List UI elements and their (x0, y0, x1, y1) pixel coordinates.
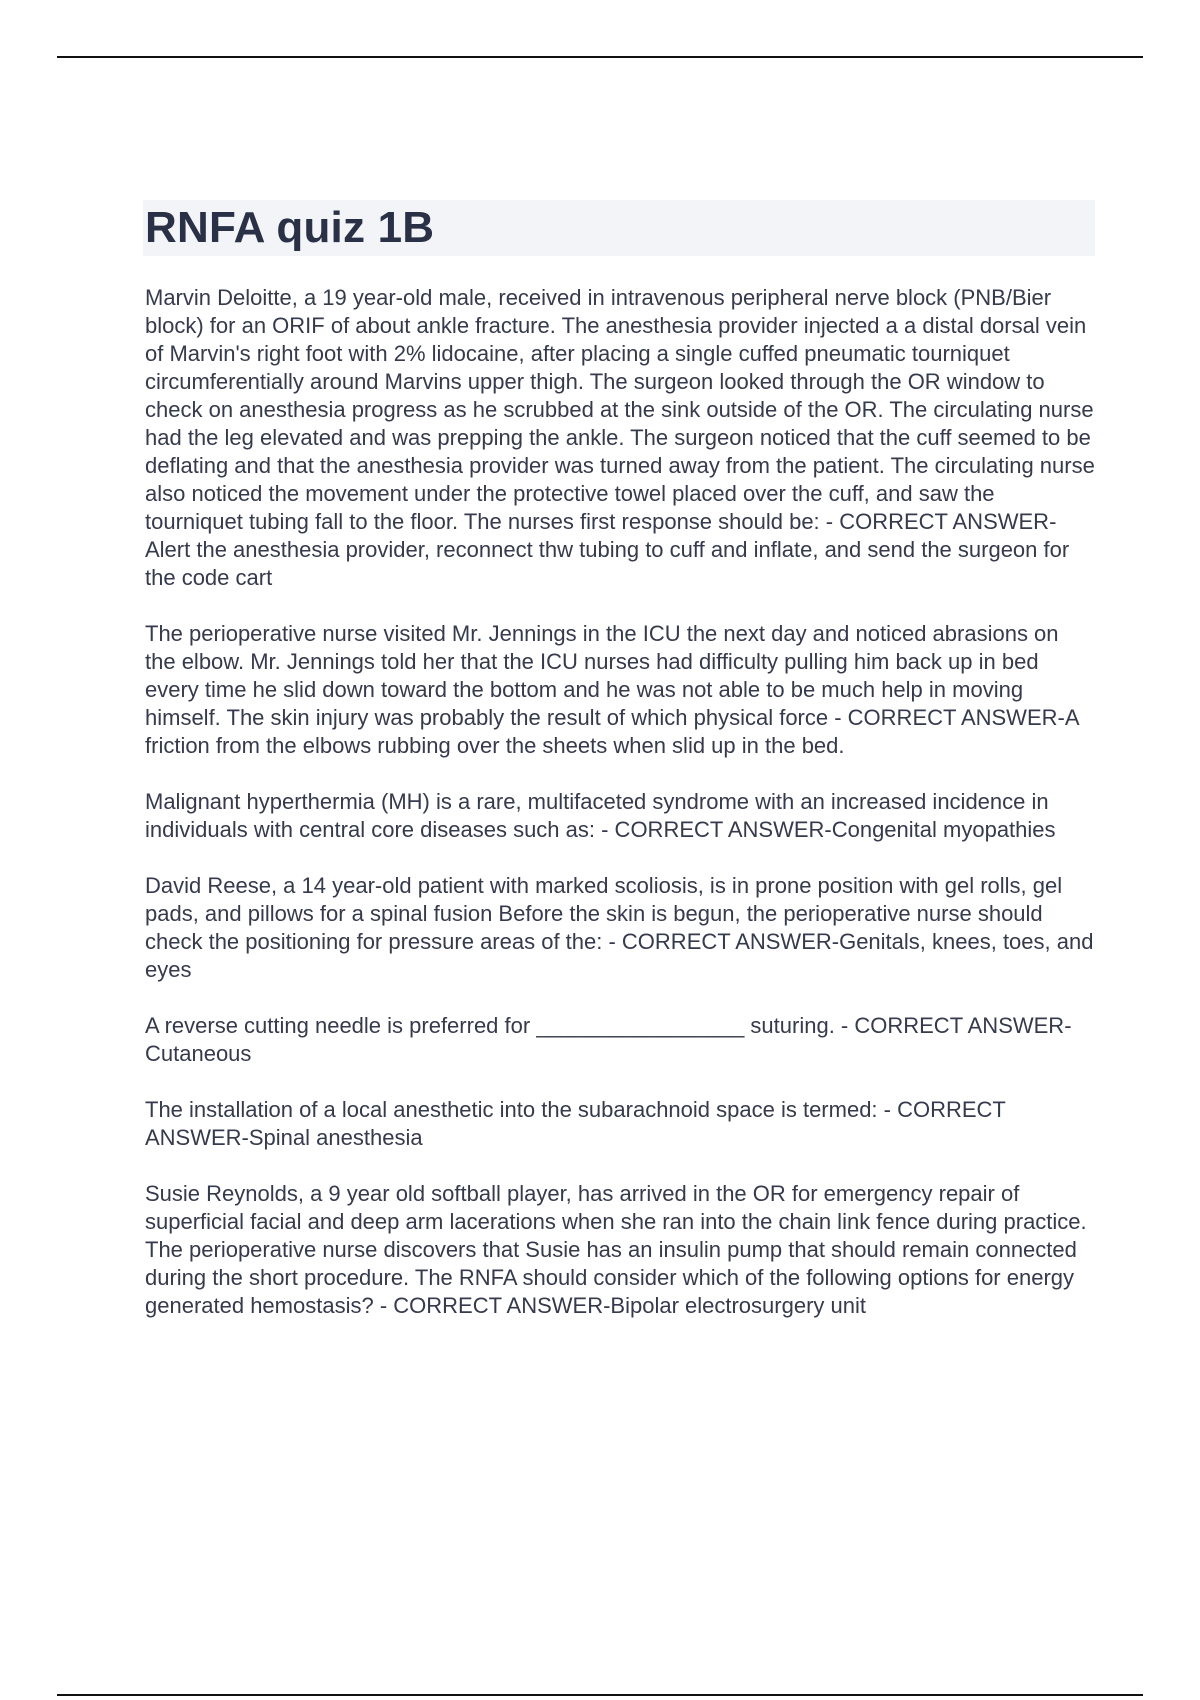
page-title: RNFA quiz 1B (145, 203, 435, 252)
document-body (145, 200, 1095, 1348)
header-rule (57, 56, 1143, 58)
qa-list (145, 284, 1095, 1320)
qa-item-1: Marvin Deloitte, a 19 year-old male, received in intravenous peripheral nerve block (PNB/Bier block) for an ORIF of about ankle fracture. The anesthesia provider injected a a distal dorsal vein of Marvin's right foot with 2% lidocaine, after placing a single cuffed pneumatic tourniquet circumferentially around Marvins upper thigh. The surgeon looked through the OR window to check on anesthesia progress as he scrubbed at the sink outside of the OR. The circulating nurse had the leg elevated and was prepping the ankle. The surgeon noticed that the cuff seemed to be deflating and that the anesthesia provider was turned away from the patient. The circulating nurse also noticed the movement under the protective towel placed over the cuff, and saw the tourniquet tubing fall to the floor. The nurses first response should be: - CORRECT ANSWER-Alert the anesthesia provider, reconnect thw tubing to cuff and inflate, and send the surgeon for the code cart (145, 285, 1095, 590)
qa-item-4: David Reese, a 14 year-old patient with marked scoliosis, is in prone position with gel rolls, gel pads, and pillows for a spinal fusion Before the skin is begun, the perioperative nurse should check the positioning for pressure areas of the: - CORRECT ANSWER-Genitals, knees, toes, and eyes (145, 873, 1094, 982)
footer-rule (57, 1694, 1143, 1696)
qa-item-5: A reverse cutting needle is preferred for _________________ suturing. - CORRECT ANSWER-Cutaneous (145, 1013, 1072, 1066)
qa-item-6: The installation of a local anesthetic into the subarachnoid space is termed: - CORRECT ANSWER-Spinal anesthesia (145, 1097, 1006, 1150)
qa-item-2: The perioperative nurse visited Mr. Jennings in the ICU the next day and noticed abrasions on the elbow. Mr. Jennings told her that the ICU nurses had difficulty pulling him back up in bed every time he slid down toward the bottom and he was not able to be much help in moving himself. The skin injury was probably the result of which physical force - CORRECT ANSWER-A friction from the elbows rubbing over the sheets when slid up in the bed. (145, 621, 1079, 758)
title-band (143, 200, 1095, 256)
qa-item-3: Malignant hyperthermia (MH) is a rare, multifaceted syndrome with an increased incidence in individuals with central core diseases such as: - CORRECT ANSWER-Congenital myopathies (145, 789, 1056, 842)
qa-item-7: Susie Reynolds, a 9 year old softball player, has arrived in the OR for emergency repair of superficial facial and deep arm lacerations when she ran into the chain link fence during practice. The perioperative nurse discovers that Susie has an insulin pump that should remain connected during the short procedure. The RNFA should consider which of the following options for energy generated hemostasis? - CORRECT ANSWER-Bipolar electrosurgery unit (145, 1181, 1087, 1318)
